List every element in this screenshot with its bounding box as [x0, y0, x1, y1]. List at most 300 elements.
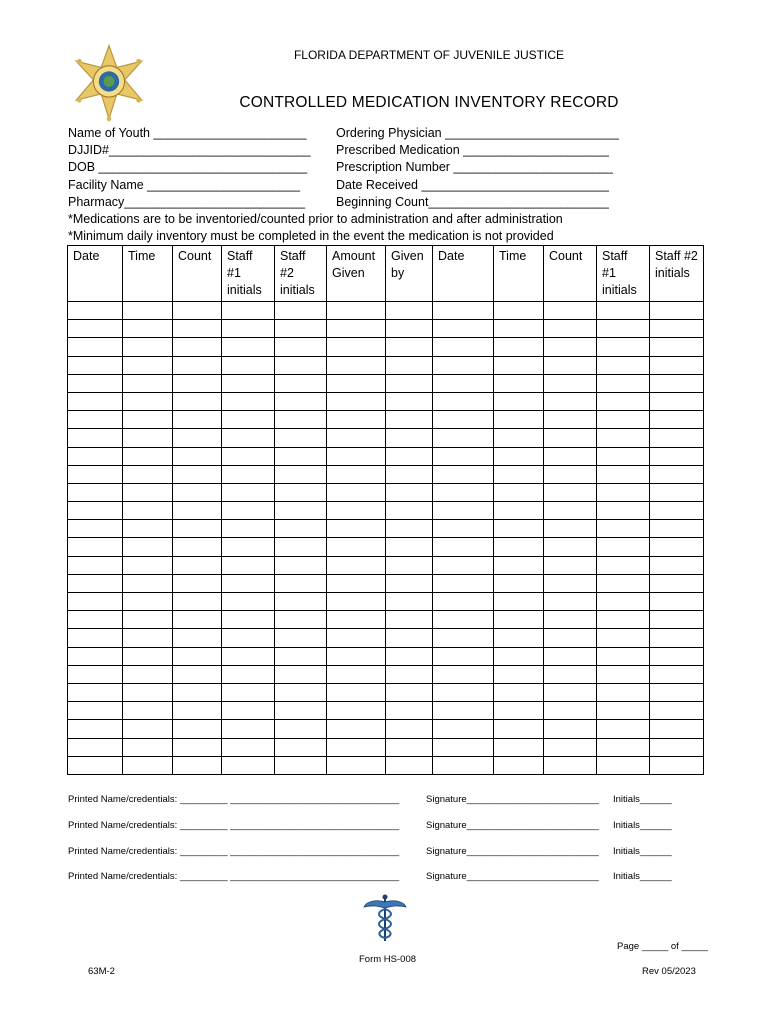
- table-cell[interactable]: [275, 392, 327, 410]
- table-cell[interactable]: [433, 593, 494, 611]
- table-cell[interactable]: [597, 593, 650, 611]
- table-cell[interactable]: [544, 720, 597, 738]
- table-cell[interactable]: [123, 320, 173, 338]
- table-cell[interactable]: [597, 629, 650, 647]
- table-cell[interactable]: [597, 538, 650, 556]
- table-cell[interactable]: [275, 683, 327, 701]
- table-cell[interactable]: [650, 538, 704, 556]
- table-cell[interactable]: [275, 447, 327, 465]
- table-cell[interactable]: [597, 683, 650, 701]
- table-cell[interactable]: [68, 483, 123, 501]
- table-cell[interactable]: [173, 647, 222, 665]
- table-cell[interactable]: [494, 647, 544, 665]
- facility-name-field[interactable]: Facility Name ______________________: [68, 177, 301, 192]
- table-cell[interactable]: [275, 647, 327, 665]
- table-cell[interactable]: [597, 720, 650, 738]
- table-cell[interactable]: [433, 302, 494, 320]
- table-cell[interactable]: [386, 665, 433, 683]
- table-cell[interactable]: [544, 611, 597, 629]
- table-cell[interactable]: [173, 538, 222, 556]
- table-cell[interactable]: [386, 538, 433, 556]
- table-cell[interactable]: [222, 611, 275, 629]
- printed-name-field[interactable]: Printed Name/credentials: _________ ________________________________: [68, 794, 400, 805]
- table-cell[interactable]: [650, 374, 704, 392]
- name-of-youth-field[interactable]: Name of Youth ______________________: [68, 126, 307, 140]
- table-cell[interactable]: [327, 593, 386, 611]
- table-cell[interactable]: [494, 302, 544, 320]
- table-cell[interactable]: [597, 356, 650, 374]
- table-cell[interactable]: [222, 338, 275, 356]
- table-cell[interactable]: [433, 392, 494, 410]
- table-cell[interactable]: [123, 447, 173, 465]
- table-cell[interactable]: [222, 320, 275, 338]
- table-cell[interactable]: [173, 520, 222, 538]
- table-cell[interactable]: [650, 356, 704, 374]
- table-cell[interactable]: [173, 429, 222, 447]
- table-cell[interactable]: [222, 629, 275, 647]
- ordering-physician-field[interactable]: Ordering Physician _________________________: [336, 126, 619, 140]
- table-cell[interactable]: [544, 629, 597, 647]
- table-cell[interactable]: [544, 374, 597, 392]
- table-cell[interactable]: [68, 556, 123, 574]
- table-cell[interactable]: [222, 502, 275, 520]
- table-cell[interactable]: [222, 374, 275, 392]
- table-cell[interactable]: [544, 320, 597, 338]
- table-cell[interactable]: [433, 574, 494, 592]
- table-cell[interactable]: [327, 465, 386, 483]
- table-cell[interactable]: [597, 429, 650, 447]
- table-cell[interactable]: [494, 411, 544, 429]
- table-cell[interactable]: [386, 593, 433, 611]
- table-cell[interactable]: [597, 411, 650, 429]
- table-cell[interactable]: [597, 320, 650, 338]
- table-cell[interactable]: [275, 520, 327, 538]
- table-cell[interactable]: [173, 356, 222, 374]
- table-cell[interactable]: [544, 756, 597, 774]
- table-cell[interactable]: [275, 429, 327, 447]
- table-cell[interactable]: [173, 593, 222, 611]
- table-cell[interactable]: [327, 611, 386, 629]
- table-cell[interactable]: [494, 447, 544, 465]
- table-cell[interactable]: [494, 629, 544, 647]
- table-cell[interactable]: [173, 683, 222, 701]
- signature-field[interactable]: Signature_________________________: [426, 820, 599, 831]
- table-cell[interactable]: [433, 502, 494, 520]
- table-cell[interactable]: [597, 556, 650, 574]
- table-cell[interactable]: [386, 392, 433, 410]
- table-cell[interactable]: [544, 447, 597, 465]
- table-cell[interactable]: [433, 756, 494, 774]
- table-cell[interactable]: [275, 411, 327, 429]
- table-cell[interactable]: [68, 520, 123, 538]
- table-cell[interactable]: [222, 720, 275, 738]
- table-cell[interactable]: [433, 374, 494, 392]
- table-cell[interactable]: [433, 702, 494, 720]
- table-cell[interactable]: [173, 302, 222, 320]
- table-cell[interactable]: [494, 756, 544, 774]
- table-cell[interactable]: [597, 702, 650, 720]
- table-cell[interactable]: [544, 738, 597, 756]
- table-cell[interactable]: [68, 738, 123, 756]
- signature-field[interactable]: Signature_________________________: [426, 794, 599, 805]
- table-cell[interactable]: [68, 702, 123, 720]
- table-cell[interactable]: [386, 338, 433, 356]
- table-cell[interactable]: [650, 647, 704, 665]
- table-cell[interactable]: [222, 465, 275, 483]
- table-cell[interactable]: [597, 756, 650, 774]
- table-cell[interactable]: [544, 574, 597, 592]
- table-cell[interactable]: [494, 683, 544, 701]
- table-cell[interactable]: [68, 629, 123, 647]
- table-cell[interactable]: [123, 665, 173, 683]
- table-cell[interactable]: [222, 665, 275, 683]
- signature-field[interactable]: Signature_________________________: [426, 871, 599, 882]
- table-cell[interactable]: [327, 538, 386, 556]
- table-cell[interactable]: [433, 411, 494, 429]
- table-cell[interactable]: [68, 447, 123, 465]
- table-cell[interactable]: [597, 302, 650, 320]
- table-cell[interactable]: [222, 483, 275, 501]
- table-cell[interactable]: [275, 374, 327, 392]
- table-cell[interactable]: [222, 702, 275, 720]
- table-cell[interactable]: [494, 738, 544, 756]
- table-cell[interactable]: [386, 411, 433, 429]
- table-cell[interactable]: [544, 392, 597, 410]
- table-cell[interactable]: [275, 320, 327, 338]
- page-number-field[interactable]: Page _____ of _____: [617, 941, 708, 952]
- table-cell[interactable]: [173, 611, 222, 629]
- table-cell[interactable]: [494, 720, 544, 738]
- table-cell[interactable]: [222, 574, 275, 592]
- table-cell[interactable]: [173, 556, 222, 574]
- table-cell[interactable]: [544, 356, 597, 374]
- table-cell[interactable]: [650, 338, 704, 356]
- table-cell[interactable]: [123, 374, 173, 392]
- table-cell[interactable]: [327, 483, 386, 501]
- table-cell[interactable]: [68, 665, 123, 683]
- table-cell[interactable]: [327, 702, 386, 720]
- table-cell[interactable]: [386, 720, 433, 738]
- table-cell[interactable]: [222, 302, 275, 320]
- table-cell[interactable]: [275, 702, 327, 720]
- table-cell[interactable]: [68, 320, 123, 338]
- dob-field[interactable]: DOB ______________________________: [68, 160, 308, 175]
- table-cell[interactable]: [275, 756, 327, 774]
- table-cell[interactable]: [386, 302, 433, 320]
- table-cell[interactable]: [386, 429, 433, 447]
- table-cell[interactable]: [386, 320, 433, 338]
- table-cell[interactable]: [386, 447, 433, 465]
- table-cell[interactable]: [123, 611, 173, 629]
- table-cell[interactable]: [123, 302, 173, 320]
- table-cell[interactable]: [327, 429, 386, 447]
- table-cell[interactable]: [386, 483, 433, 501]
- table-cell[interactable]: [494, 611, 544, 629]
- table-cell[interactable]: [433, 320, 494, 338]
- table-cell[interactable]: [275, 502, 327, 520]
- table-cell[interactable]: [494, 574, 544, 592]
- initials-field[interactable]: Initials______: [613, 871, 672, 882]
- printed-name-field[interactable]: Printed Name/credentials: _________ ________________________________: [68, 820, 400, 831]
- table-cell[interactable]: [597, 502, 650, 520]
- table-cell[interactable]: [123, 720, 173, 738]
- table-cell[interactable]: [222, 593, 275, 611]
- table-cell[interactable]: [386, 374, 433, 392]
- table-cell[interactable]: [275, 720, 327, 738]
- table-cell[interactable]: [650, 665, 704, 683]
- table-cell[interactable]: [327, 447, 386, 465]
- table-cell[interactable]: [68, 574, 123, 592]
- table-cell[interactable]: [173, 574, 222, 592]
- table-cell[interactable]: [275, 738, 327, 756]
- table-cell[interactable]: [173, 502, 222, 520]
- table-cell[interactable]: [327, 502, 386, 520]
- table-cell[interactable]: [494, 502, 544, 520]
- table-cell[interactable]: [650, 520, 704, 538]
- table-cell[interactable]: [173, 665, 222, 683]
- prescribed-medication-field[interactable]: Prescribed Medication _____________________: [336, 143, 610, 158]
- table-cell[interactable]: [68, 611, 123, 629]
- table-cell[interactable]: [327, 392, 386, 410]
- table-cell[interactable]: [433, 538, 494, 556]
- table-cell[interactable]: [494, 483, 544, 501]
- table-cell[interactable]: [597, 483, 650, 501]
- table-cell[interactable]: [597, 738, 650, 756]
- table-cell[interactable]: [650, 720, 704, 738]
- initials-field[interactable]: Initials______: [613, 846, 672, 857]
- table-cell[interactable]: [386, 465, 433, 483]
- table-cell[interactable]: [222, 429, 275, 447]
- table-cell[interactable]: [650, 502, 704, 520]
- table-cell[interactable]: [544, 483, 597, 501]
- table-cell[interactable]: [327, 574, 386, 592]
- table-cell[interactable]: [327, 629, 386, 647]
- table-cell[interactable]: [494, 338, 544, 356]
- table-cell[interactable]: [327, 720, 386, 738]
- table-cell[interactable]: [68, 756, 123, 774]
- table-cell[interactable]: [173, 338, 222, 356]
- table-cell[interactable]: [433, 429, 494, 447]
- table-cell[interactable]: [650, 392, 704, 410]
- table-cell[interactable]: [386, 611, 433, 629]
- table-cell[interactable]: [123, 392, 173, 410]
- table-cell[interactable]: [68, 538, 123, 556]
- table-cell[interactable]: [222, 392, 275, 410]
- table-cell[interactable]: [386, 556, 433, 574]
- table-cell[interactable]: [123, 538, 173, 556]
- table-cell[interactable]: [544, 647, 597, 665]
- signature-field[interactable]: Signature_________________________: [426, 846, 599, 857]
- table-cell[interactable]: [494, 429, 544, 447]
- table-cell[interactable]: [275, 538, 327, 556]
- table-cell[interactable]: [650, 302, 704, 320]
- table-cell[interactable]: [650, 411, 704, 429]
- table-cell[interactable]: [123, 629, 173, 647]
- table-cell[interactable]: [68, 392, 123, 410]
- table-cell[interactable]: [327, 374, 386, 392]
- table-cell[interactable]: [597, 447, 650, 465]
- table-cell[interactable]: [386, 520, 433, 538]
- table-cell[interactable]: [327, 665, 386, 683]
- table-cell[interactable]: [68, 356, 123, 374]
- table-cell[interactable]: [433, 556, 494, 574]
- table-cell[interactable]: [544, 411, 597, 429]
- table-cell[interactable]: [222, 683, 275, 701]
- table-cell[interactable]: [494, 320, 544, 338]
- table-cell[interactable]: [494, 520, 544, 538]
- table-cell[interactable]: [173, 447, 222, 465]
- table-cell[interactable]: [433, 447, 494, 465]
- table-cell[interactable]: [544, 683, 597, 701]
- table-cell[interactable]: [123, 738, 173, 756]
- table-cell[interactable]: [386, 574, 433, 592]
- table-cell[interactable]: [650, 574, 704, 592]
- table-cell[interactable]: [650, 702, 704, 720]
- table-cell[interactable]: [123, 756, 173, 774]
- table-cell[interactable]: [173, 720, 222, 738]
- table-cell[interactable]: [123, 338, 173, 356]
- table-cell[interactable]: [327, 556, 386, 574]
- table-cell[interactable]: [68, 338, 123, 356]
- table-cell[interactable]: [173, 465, 222, 483]
- table-cell[interactable]: [386, 683, 433, 701]
- table-cell[interactable]: [173, 756, 222, 774]
- table-cell[interactable]: [544, 593, 597, 611]
- table-cell[interactable]: [173, 392, 222, 410]
- table-cell[interactable]: [650, 429, 704, 447]
- pharmacy-field[interactable]: Pharmacy__________________________: [68, 194, 306, 209]
- table-cell[interactable]: [275, 593, 327, 611]
- table-cell[interactable]: [275, 356, 327, 374]
- table-cell[interactable]: [222, 411, 275, 429]
- date-received-field[interactable]: Date Received ___________________________: [336, 177, 610, 192]
- table-cell[interactable]: [173, 374, 222, 392]
- table-cell[interactable]: [650, 447, 704, 465]
- table-cell[interactable]: [327, 756, 386, 774]
- printed-name-field[interactable]: Printed Name/credentials: _________ ________________________________: [68, 846, 400, 857]
- table-cell[interactable]: [275, 302, 327, 320]
- table-cell[interactable]: [494, 702, 544, 720]
- table-cell[interactable]: [386, 629, 433, 647]
- table-cell[interactable]: [597, 574, 650, 592]
- table-cell[interactable]: [544, 702, 597, 720]
- table-cell[interactable]: [275, 338, 327, 356]
- table-cell[interactable]: [275, 483, 327, 501]
- table-cell[interactable]: [173, 483, 222, 501]
- table-cell[interactable]: [494, 374, 544, 392]
- table-cell[interactable]: [123, 502, 173, 520]
- prescription-number-field[interactable]: Prescription Number _______________________: [336, 160, 614, 175]
- table-cell[interactable]: [327, 520, 386, 538]
- table-cell[interactable]: [597, 392, 650, 410]
- table-cell[interactable]: [433, 520, 494, 538]
- table-cell[interactable]: [327, 683, 386, 701]
- table-cell[interactable]: [433, 611, 494, 629]
- table-cell[interactable]: [68, 429, 123, 447]
- table-cell[interactable]: [327, 356, 386, 374]
- table-cell[interactable]: [68, 411, 123, 429]
- table-cell[interactable]: [123, 411, 173, 429]
- table-cell[interactable]: [123, 683, 173, 701]
- table-cell[interactable]: [650, 683, 704, 701]
- table-cell[interactable]: [173, 629, 222, 647]
- table-cell[interactable]: [123, 593, 173, 611]
- table-cell[interactable]: [494, 356, 544, 374]
- table-cell[interactable]: [68, 374, 123, 392]
- table-cell[interactable]: [386, 502, 433, 520]
- table-cell[interactable]: [327, 411, 386, 429]
- table-cell[interactable]: [327, 302, 386, 320]
- table-cell[interactable]: [386, 756, 433, 774]
- table-cell[interactable]: [494, 556, 544, 574]
- table-cell[interactable]: [433, 629, 494, 647]
- table-cell[interactable]: [650, 465, 704, 483]
- table-cell[interactable]: [433, 720, 494, 738]
- table-cell[interactable]: [173, 738, 222, 756]
- table-cell[interactable]: [123, 647, 173, 665]
- initials-field[interactable]: Initials______: [613, 794, 672, 805]
- table-cell[interactable]: [433, 647, 494, 665]
- table-cell[interactable]: [68, 720, 123, 738]
- table-cell[interactable]: [544, 302, 597, 320]
- table-cell[interactable]: [597, 647, 650, 665]
- initials-field[interactable]: Initials______: [613, 820, 672, 831]
- table-cell[interactable]: [650, 556, 704, 574]
- table-cell[interactable]: [123, 465, 173, 483]
- table-cell[interactable]: [494, 538, 544, 556]
- table-cell[interactable]: [327, 738, 386, 756]
- table-cell[interactable]: [386, 356, 433, 374]
- table-cell[interactable]: [650, 593, 704, 611]
- table-cell[interactable]: [68, 502, 123, 520]
- table-cell[interactable]: [123, 574, 173, 592]
- table-cell[interactable]: [327, 338, 386, 356]
- table-cell[interactable]: [597, 374, 650, 392]
- table-cell[interactable]: [433, 665, 494, 683]
- table-cell[interactable]: [123, 429, 173, 447]
- table-cell[interactable]: [123, 483, 173, 501]
- table-cell[interactable]: [544, 665, 597, 683]
- table-cell[interactable]: [386, 702, 433, 720]
- table-cell[interactable]: [544, 556, 597, 574]
- table-cell[interactable]: [222, 647, 275, 665]
- table-cell[interactable]: [650, 738, 704, 756]
- table-cell[interactable]: [650, 629, 704, 647]
- table-cell[interactable]: [650, 320, 704, 338]
- table-cell[interactable]: [68, 683, 123, 701]
- table-cell[interactable]: [597, 338, 650, 356]
- table-cell[interactable]: [650, 611, 704, 629]
- table-cell[interactable]: [433, 356, 494, 374]
- table-cell[interactable]: [275, 611, 327, 629]
- table-cell[interactable]: [597, 611, 650, 629]
- table-cell[interactable]: [123, 556, 173, 574]
- table-cell[interactable]: [650, 756, 704, 774]
- table-cell[interactable]: [275, 556, 327, 574]
- table-cell[interactable]: [494, 392, 544, 410]
- beginning-count-field[interactable]: Beginning Count__________________________: [336, 194, 610, 209]
- table-cell[interactable]: [222, 447, 275, 465]
- table-cell[interactable]: [123, 702, 173, 720]
- table-cell[interactable]: [544, 429, 597, 447]
- table-cell[interactable]: [68, 302, 123, 320]
- table-cell[interactable]: [494, 665, 544, 683]
- table-cell[interactable]: [275, 574, 327, 592]
- table-cell[interactable]: [275, 665, 327, 683]
- table-cell[interactable]: [222, 538, 275, 556]
- table-cell[interactable]: [433, 483, 494, 501]
- table-cell[interactable]: [544, 520, 597, 538]
